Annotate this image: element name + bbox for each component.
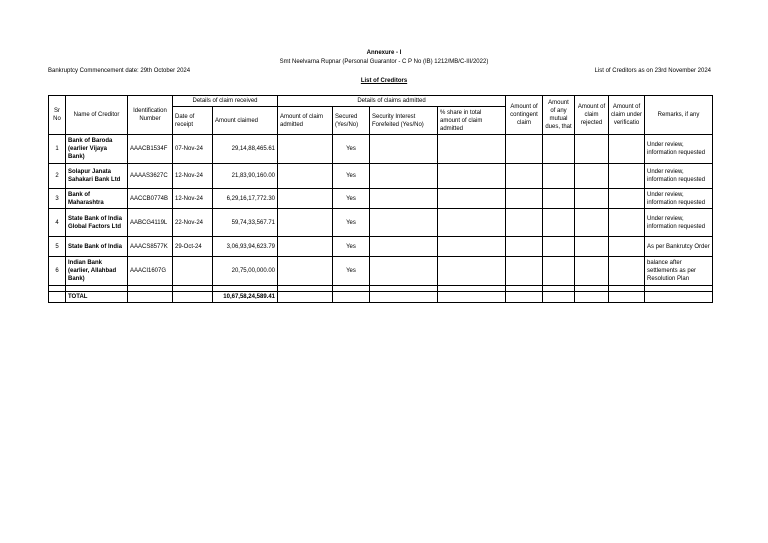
total-amount: 10,67,58,24,589.41 [213, 292, 278, 303]
row-amount-claimed: 20,75,00,000.00 [213, 257, 278, 286]
table-row [49, 237, 713, 257]
total-label: TOTAL [66, 292, 128, 303]
header-security-interest: Security Interest Forefeited (Yes/No) [370, 107, 438, 135]
row-creditor-name: Indian Bank (earlier, Allahbad Bank) [66, 257, 128, 286]
header-share: % share in total amount of claim admitted [438, 107, 506, 135]
row-sr: 5 [49, 237, 66, 257]
row-remarks: Under review, information requested [645, 189, 713, 209]
header-rejected: Amount of claim rejected [575, 96, 609, 135]
table-row [49, 257, 713, 286]
row-remarks: As per Bankrutcy Order [645, 237, 713, 257]
row-secured: Yes [333, 189, 370, 209]
table-row [49, 189, 713, 209]
header-amount-admitted: Amount of claim admitted [278, 107, 333, 135]
annexure-title: Annexure - I [366, 50, 402, 56]
table-row [49, 164, 713, 189]
row-date: 29-Oct-24 [173, 237, 213, 257]
header-mutual-dues: Amount of any mutual dues, that [543, 96, 575, 135]
header-id-number: Identification Number [128, 96, 173, 135]
row-creditor-name: State Bank of India [66, 237, 128, 257]
row-secured: Yes [333, 135, 370, 164]
header-remarks: Remarks, if any [645, 96, 713, 135]
row-date: 12-Nov-24 [173, 189, 213, 209]
row-creditor-name: Solapur Janata Sahakari Bank Ltd [66, 164, 128, 189]
header-claims-admitted: Details of claims admitted [278, 96, 506, 107]
case-subtitle: Smt Neelvarna Rupnar (Personal Guarantor - C P No (IB) 1212/MB/C-III/2022) [279, 59, 489, 65]
header-name: Name of Creditor [66, 96, 128, 135]
row-sr: 6 [49, 257, 66, 286]
row-creditor-name: State Bank of India Global Factors Ltd [66, 209, 128, 237]
row-date: 22-Nov-24 [173, 209, 213, 237]
row-sr: 1 [49, 135, 66, 164]
row-secured: Yes [333, 209, 370, 237]
row-id-number: AAAAS3627C [128, 164, 173, 189]
header-amount-claimed: Amount claimed [213, 107, 278, 135]
row-secured: Yes [333, 237, 370, 257]
creditors-table [48, 95, 713, 303]
row-sr: 4 [49, 209, 66, 237]
row-amount-claimed: 6,29,16,17,772.30 [213, 189, 278, 209]
row-remarks: Under review, information requested [645, 209, 713, 237]
row-creditor-name: Bank of Baroda (earlier Vijaya Bank) [66, 135, 128, 164]
header-claim-received: Details of claim received [173, 96, 278, 107]
list-heading: List of Creditors [360, 78, 408, 84]
row-id-number: AACCB0774B [128, 189, 173, 209]
row-amount-claimed: 21,83,90,160.00 [213, 164, 278, 189]
header-date-of-receipt: Date of receipt [173, 107, 213, 135]
list-date: List of Creditors as on 23rd November 2024 [594, 68, 711, 74]
total-row [49, 292, 713, 303]
row-date: 12-Nov-24 [173, 164, 213, 189]
row-id-number: AABCG4119L [128, 209, 173, 237]
row-id-number: AAACB1534F [128, 135, 173, 164]
row-secured: Yes [333, 257, 370, 286]
row-amount-claimed: 59,74,33,567.71 [213, 209, 278, 237]
header-contingent: Amount of contingent claim [506, 96, 543, 135]
row-remarks: Under review, information requested [645, 164, 713, 189]
row-id-number: AAACI1607G [128, 257, 173, 286]
row-secured: Yes [333, 164, 370, 189]
row-sr: 3 [49, 189, 66, 209]
table-row [49, 209, 713, 237]
row-amount-claimed: 3,06,93,94,623.79 [213, 237, 278, 257]
row-remarks: balance after settlements as per Resolution Plan [645, 257, 713, 286]
table-row [49, 135, 713, 164]
row-remarks: Under review, information requested [645, 135, 713, 164]
row-sr: 2 [49, 164, 66, 189]
row-creditor-name: Bank of Maharashtra [66, 189, 128, 209]
header-verification: Amount of claim under verificatio [609, 96, 645, 135]
row-date: 07-Nov-24 [173, 135, 213, 164]
commencement-date: Bankruptcy Commencement date: 29th October 2024 [48, 68, 191, 74]
row-id-number: AAACS8577K [128, 237, 173, 257]
header-sr-no: Sr No [49, 96, 66, 135]
row-date [173, 257, 213, 286]
header-secured: Secured (Yes/No) [333, 107, 370, 135]
row-amount-claimed: 29,14,88,465.61 [213, 135, 278, 164]
